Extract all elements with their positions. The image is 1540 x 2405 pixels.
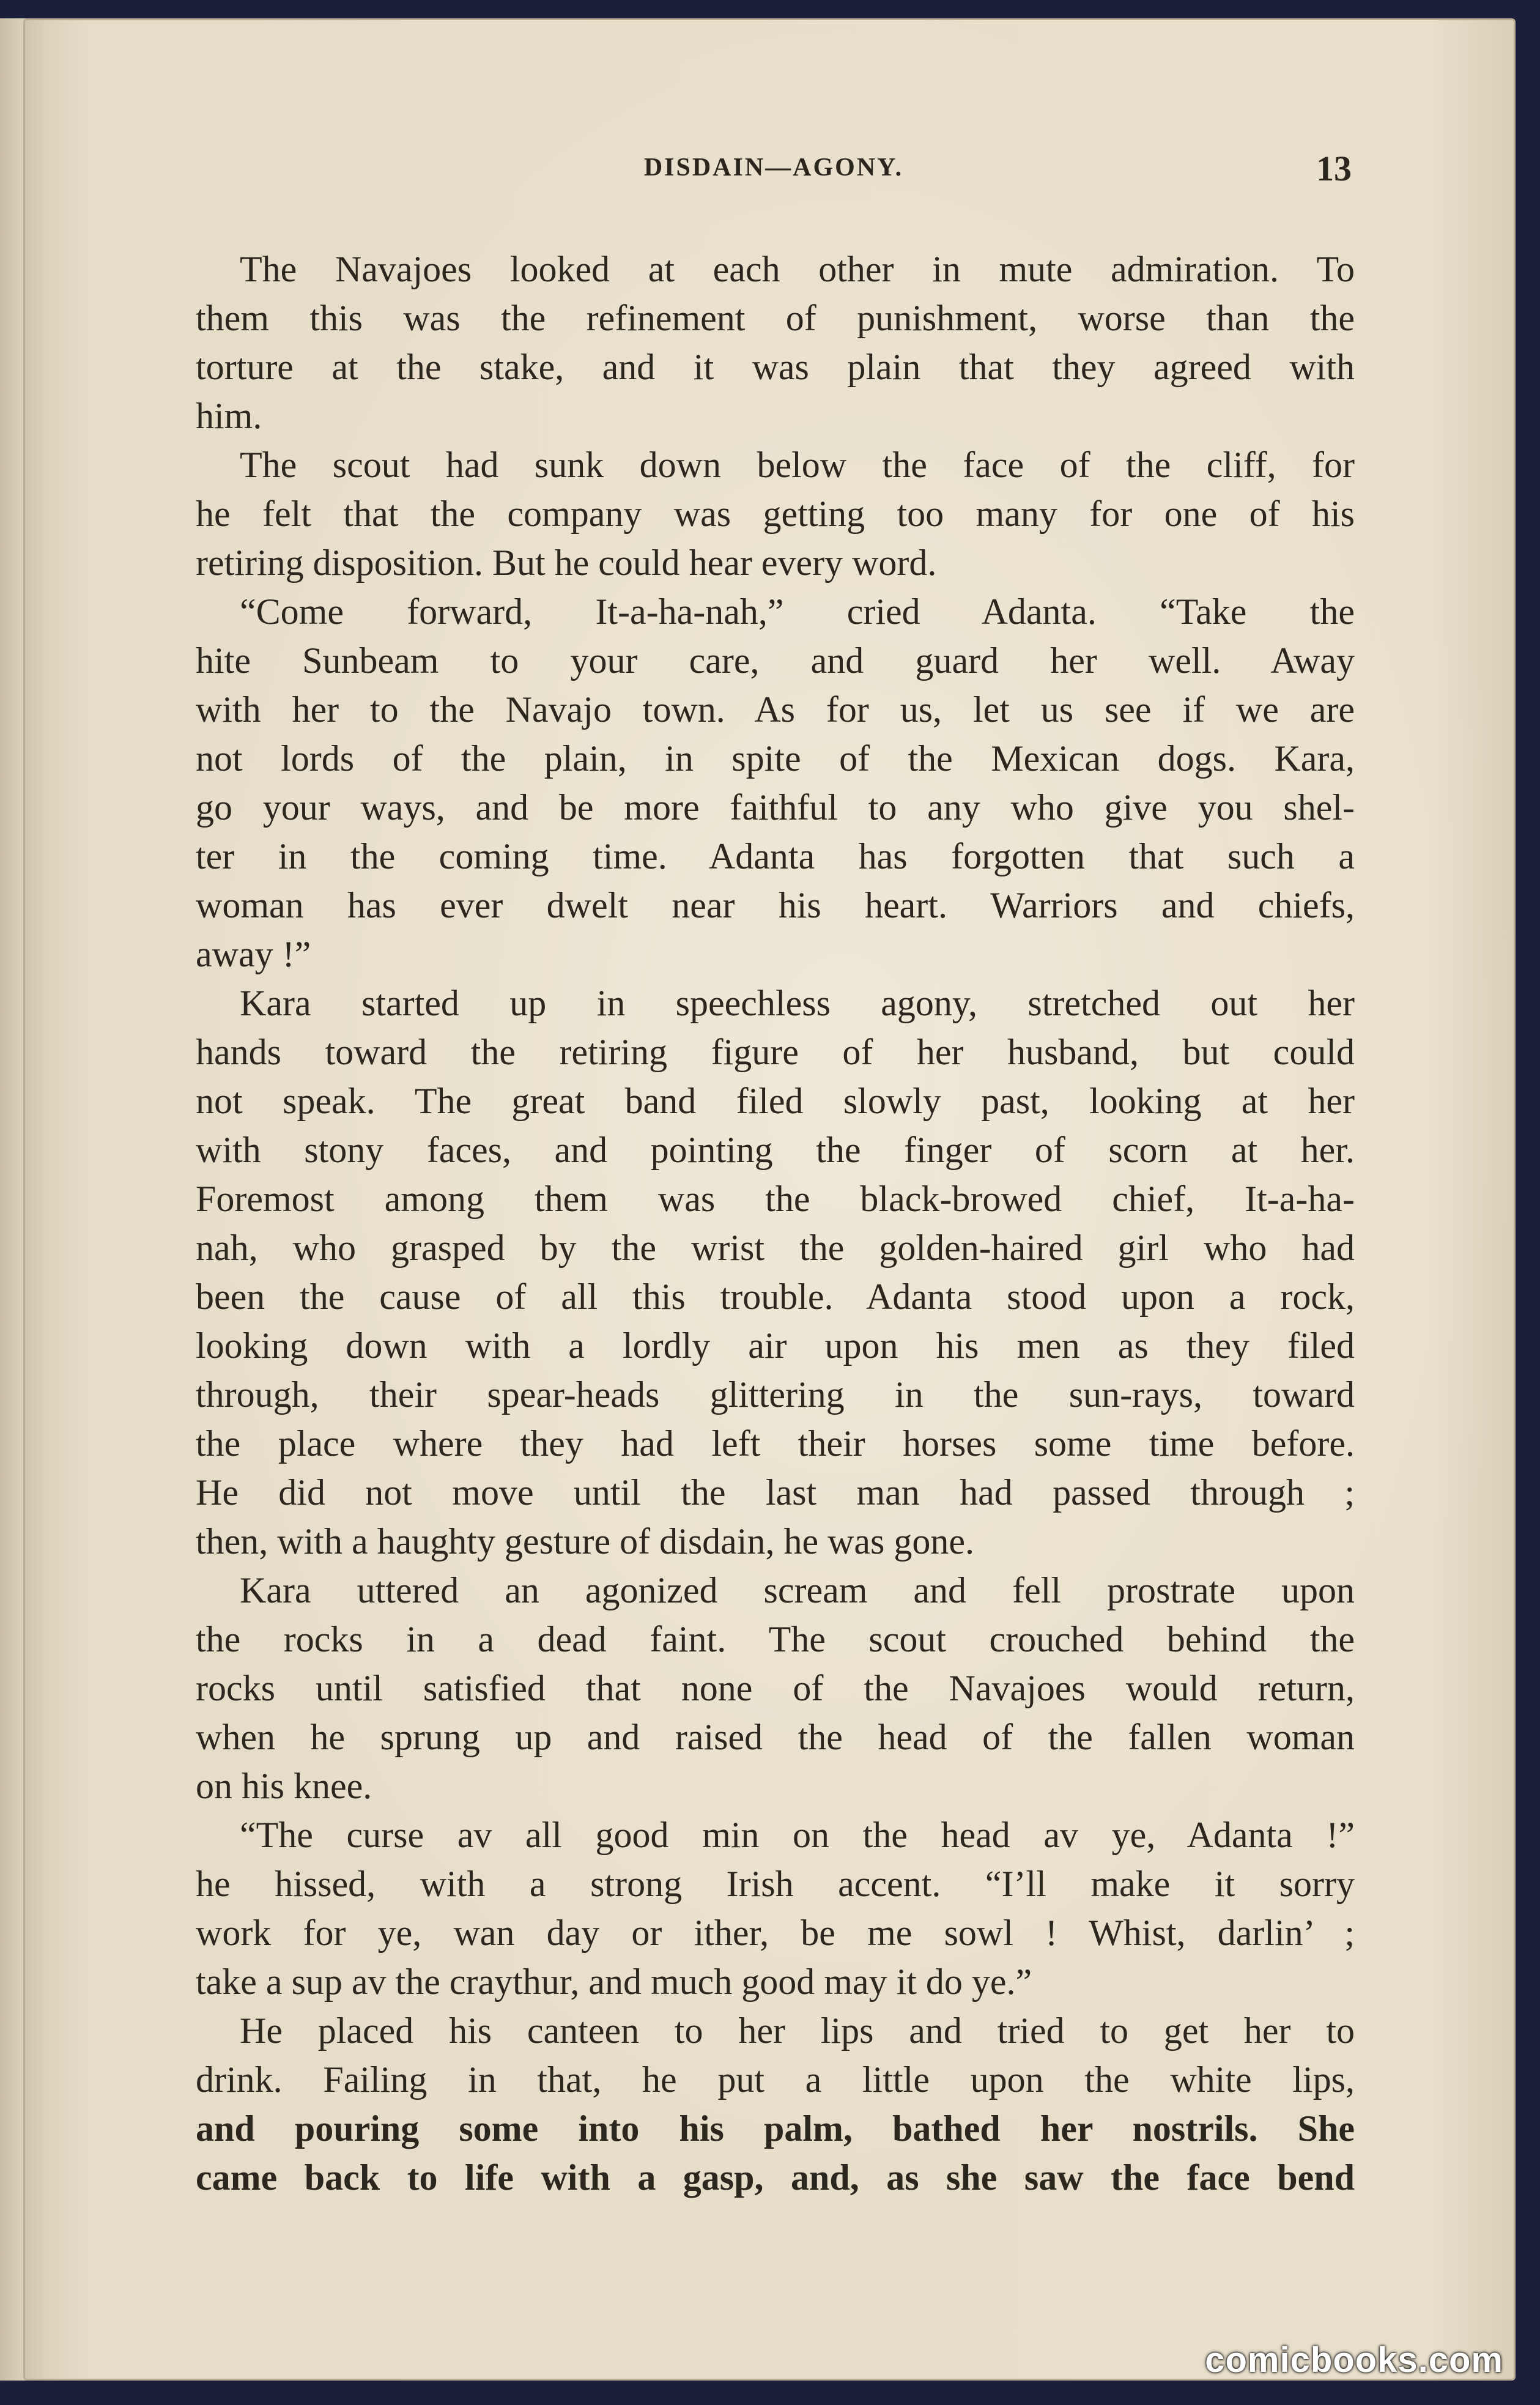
text-line: rocks until satisfied that none of the Navajoes would return,	[196, 1668, 1355, 1708]
text-line: not lords of the plain, in spite of the Mexican dogs. Kara,	[196, 738, 1355, 779]
text-line: He placed his canteen to her lips and tried to get her to	[240, 2010, 1355, 2051]
body-text	[196, 245, 1355, 2202]
text-line: drink. Failing in that, he put a little upon the white lips,	[196, 2059, 1355, 2100]
text-line: them this was the refinement of punishment, worse than the	[196, 298, 1355, 338]
text-line: when he sprung up and raised the head of the fallen woman	[196, 1717, 1355, 1757]
text-line: go your ways, and be more faithful to any who give you shel-	[196, 787, 1355, 828]
text-line: “The curse av all good min on the head av ye, Adanta !”	[240, 1815, 1355, 1855]
text-line: ter in the coming time. Adanta has forgotten that such a	[196, 836, 1355, 876]
text-line: looking down with a lordly air upon his men as they filed	[196, 1325, 1355, 1366]
text-line: hands toward the retiring figure of her husband, but could	[196, 1032, 1355, 1072]
text-line: The Navajoes looked at each other in mute admiration. To	[240, 249, 1355, 289]
text-line: not speak. The great band filed slowly past, looking at her	[196, 1081, 1355, 1121]
running-head	[196, 149, 1352, 196]
text-line: the rocks in a dead faint. The scout crouched behind the	[196, 1619, 1355, 1659]
text-line: he felt that the company was getting too many for one of his	[196, 494, 1355, 534]
text-line: The scout had sunk down below the face of the cliff, for	[240, 445, 1355, 485]
text-line: take a sup av the craythur, and much good may it do ye.”	[196, 1962, 1032, 2002]
text-line: “Come forward, It-a-ha-nah,” cried Adanta. “Take the	[240, 591, 1355, 632]
page-number: 13	[1316, 149, 1352, 188]
text-line: the place where they had left their horses some time before.	[196, 1423, 1355, 1464]
text-line: torture at the stake, and it was plain that they agreed with	[196, 347, 1355, 387]
text-line: Kara started up in speechless agony, stretched out her	[240, 983, 1355, 1023]
text-line: him.	[196, 396, 262, 436]
text-line: been the cause of all this trouble. Adanta stood upon a rock,	[196, 1277, 1355, 1317]
text-line: nah, who grasped by the wrist the golden-haired girl who had	[196, 1228, 1355, 1268]
text-line: through, their spear-heads glittering in the sun-rays, toward	[196, 1374, 1355, 1415]
text-line: then, with a haughty gesture of disdain, he was gone.	[196, 1521, 975, 1562]
text-line: Foremost among them was the black-browed chief, It-a-ha-	[196, 1179, 1355, 1219]
text-line: with her to the Navajo town. As for us, let us see if we are	[196, 689, 1355, 730]
text-line: came back to life with a gasp, and, as she saw the face bend	[196, 2157, 1355, 2198]
text-line: and pouring some into his palm, bathed her nostrils. She	[196, 2108, 1355, 2149]
text-line: he hissed, with a strong Irish accent. “I’ll make it sorry	[196, 1864, 1355, 1904]
text-line: He did not move until the last man had passed through ;	[196, 1472, 1355, 1513]
text-line: woman has ever dwelt near his heart. Warriors and chiefs,	[196, 885, 1355, 925]
text-line: Kara uttered an agonized scream and fell prostrate upon	[240, 1570, 1355, 1610]
text-line: retiring disposition. But he could hear every word.	[196, 543, 937, 583]
text-line: work for ye, wan day or ither, be me sowl ! Whist, darlin’ ;	[196, 1913, 1355, 1953]
text-line: with stony faces, and pointing the finger of scorn at her.	[196, 1130, 1355, 1170]
text-line: away !”	[196, 934, 311, 974]
text-line: hite Sunbeam to your care, and guard her well. Away	[196, 640, 1355, 681]
text-line: on his knee.	[196, 1766, 372, 1806]
site-watermark: comicbooks.com	[1205, 2340, 1503, 2380]
running-title: DISDAIN—AGONY.	[643, 154, 904, 182]
